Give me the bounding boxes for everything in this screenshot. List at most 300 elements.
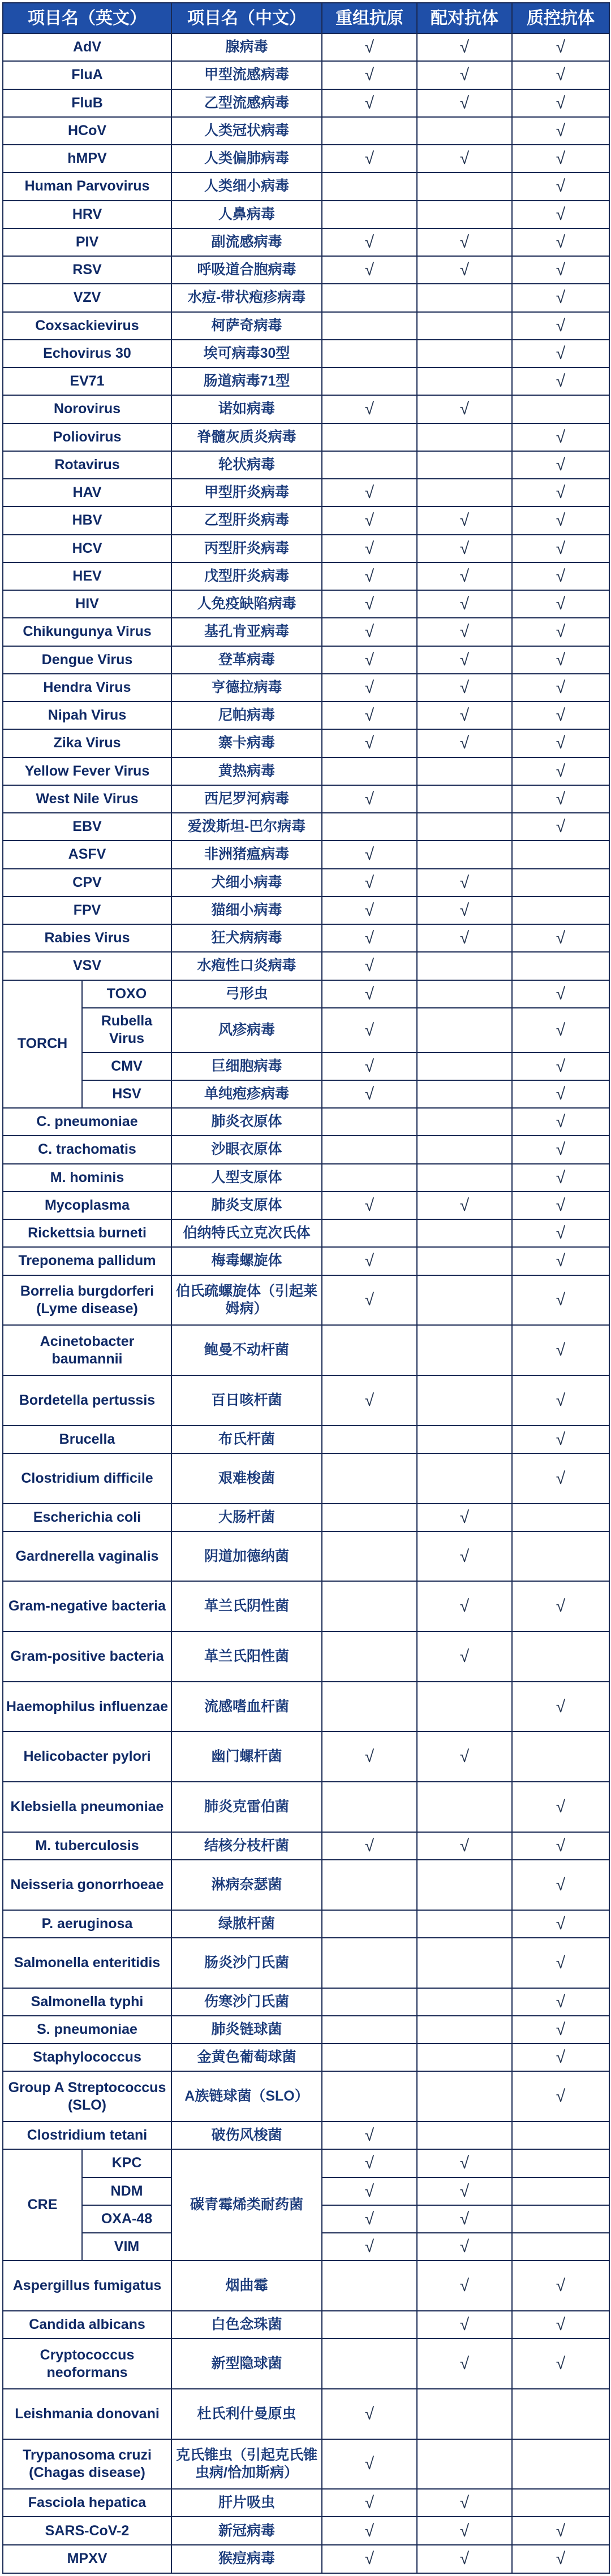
item-chinese-name: 肺炎支原体 bbox=[171, 1192, 322, 1219]
item-chinese-name: 人类细小病毒 bbox=[171, 172, 322, 200]
qc-antibody-cell: √ bbox=[512, 2261, 609, 2311]
table-row bbox=[3, 201, 609, 228]
table-row bbox=[3, 1008, 609, 1053]
qc-antibody-cell: √ bbox=[512, 1988, 609, 2016]
recombinant-antigen-cell: √ bbox=[322, 841, 417, 868]
paired-antibody-cell bbox=[417, 1008, 512, 1053]
recombinant-antigen-cell bbox=[322, 1325, 417, 1375]
item-english-name: Gram-negative bacteria bbox=[3, 1581, 171, 1631]
qc-antibody-cell: √ bbox=[512, 451, 609, 479]
qc-antibody-cell: √ bbox=[512, 117, 609, 145]
item-english-name: AdV bbox=[3, 33, 171, 61]
item-english-name: Borrelia burgdorferi (Lyme disease) bbox=[3, 1275, 171, 1326]
table-row bbox=[3, 924, 609, 952]
paired-antibody-cell bbox=[417, 1164, 512, 1192]
recombinant-antigen-cell bbox=[322, 1504, 417, 1531]
item-english-name: Group A Streptococcus (SLO) bbox=[3, 2071, 171, 2122]
paired-antibody-cell bbox=[417, 841, 512, 868]
qc-antibody-cell bbox=[512, 2489, 609, 2517]
qc-antibody-cell: √ bbox=[512, 646, 609, 674]
item-english-name: VZV bbox=[3, 284, 171, 311]
item-english-name: MPXV bbox=[3, 2545, 171, 2573]
table-row bbox=[3, 2489, 609, 2517]
item-chinese-name: 革兰氏阳性菌 bbox=[171, 1631, 322, 1682]
item-english-name: C. pneumoniae bbox=[3, 1108, 171, 1136]
qc-antibody-cell bbox=[512, 952, 609, 980]
recombinant-antigen-cell: √ bbox=[322, 506, 417, 534]
recombinant-antigen-cell: √ bbox=[322, 228, 417, 256]
paired-antibody-cell bbox=[417, 952, 512, 980]
qc-antibody-cell: √ bbox=[512, 702, 609, 729]
table-row bbox=[3, 479, 609, 506]
paired-antibody-cell bbox=[417, 1910, 512, 1938]
item-english-name: CMV bbox=[82, 1053, 171, 1080]
item-chinese-name: 绿脓杆菌 bbox=[171, 1910, 322, 1938]
item-english-name: RSV bbox=[3, 256, 171, 284]
item-english-name: Escherichia coli bbox=[3, 1504, 171, 1531]
header-recombinant-antigen: 重组抗原 bbox=[322, 3, 417, 33]
paired-antibody-cell bbox=[417, 757, 512, 785]
qc-antibody-cell: √ bbox=[512, 535, 609, 562]
item-chinese-name: 新冠病毒 bbox=[171, 2517, 322, 2544]
paired-antibody-cell: √ bbox=[417, 674, 512, 702]
item-english-name: Helicobacter pylori bbox=[3, 1731, 171, 1782]
item-english-name: Rickettsia burneti bbox=[3, 1219, 171, 1247]
item-chinese-name: 鲍曼不动杆菌 bbox=[171, 1325, 322, 1375]
recombinant-antigen-cell bbox=[322, 2044, 417, 2071]
recombinant-antigen-cell: √ bbox=[322, 952, 417, 980]
qc-antibody-cell: √ bbox=[512, 1426, 609, 1453]
qc-antibody-cell: √ bbox=[512, 1375, 609, 1426]
paired-antibody-cell: √ bbox=[417, 2545, 512, 2573]
item-english-name: Dengue Virus bbox=[3, 646, 171, 674]
item-english-name: Treponema pallidum bbox=[3, 1247, 171, 1275]
item-chinese-name: 人鼻病毒 bbox=[171, 201, 322, 228]
item-chinese-name: 流感嗜血杆菌 bbox=[171, 1682, 322, 1732]
paired-antibody-cell: √ bbox=[417, 897, 512, 924]
qc-antibody-cell bbox=[512, 2149, 609, 2177]
recombinant-antigen-cell bbox=[322, 2071, 417, 2122]
item-english-name: C. trachomatis bbox=[3, 1136, 171, 1163]
recombinant-antigen-cell bbox=[322, 1164, 417, 1192]
item-english-name: ASFV bbox=[3, 841, 171, 868]
item-english-name: Nipah Virus bbox=[3, 702, 171, 729]
qc-antibody-cell: √ bbox=[512, 1008, 609, 1053]
table-row bbox=[3, 172, 609, 200]
paired-antibody-cell bbox=[417, 1053, 512, 1080]
table-row bbox=[3, 423, 609, 451]
qc-antibody-cell: √ bbox=[512, 1275, 609, 1326]
paired-antibody-cell bbox=[417, 1136, 512, 1163]
table-row bbox=[3, 1053, 609, 1080]
recombinant-antigen-cell: √ bbox=[322, 1832, 417, 1860]
item-english-name: Echovirus 30 bbox=[3, 340, 171, 367]
item-chinese-name: 肠道病毒71型 bbox=[171, 367, 322, 395]
item-chinese-name: 风疹病毒 bbox=[171, 1008, 322, 1053]
paired-antibody-cell bbox=[417, 2439, 512, 2490]
qc-antibody-cell: √ bbox=[512, 1108, 609, 1136]
table-row bbox=[3, 1275, 609, 1326]
item-chinese-name: 甲型流感病毒 bbox=[171, 61, 322, 89]
item-chinese-name: 单纯疱疹病毒 bbox=[171, 1080, 322, 1108]
table-row bbox=[3, 284, 609, 311]
item-english-name: OXA-48 bbox=[82, 2205, 171, 2233]
table-row bbox=[3, 2339, 609, 2389]
qc-antibody-cell: √ bbox=[512, 228, 609, 256]
qc-antibody-cell bbox=[512, 2122, 609, 2149]
item-english-name: Klebsiella pneumoniae bbox=[3, 1782, 171, 1832]
recombinant-antigen-cell bbox=[322, 367, 417, 395]
qc-antibody-cell bbox=[512, 841, 609, 868]
item-english-name: Neisseria gonorrhoeae bbox=[3, 1860, 171, 1910]
table-row bbox=[3, 61, 609, 89]
item-chinese-name: 呼吸道合胞病毒 bbox=[171, 256, 322, 284]
table-row bbox=[3, 395, 609, 423]
header-qc-antibody: 质控抗体 bbox=[512, 3, 609, 33]
table-row bbox=[3, 1504, 609, 1531]
item-chinese-name: 人型支原体 bbox=[171, 1164, 322, 1192]
table-row bbox=[3, 33, 609, 61]
qc-antibody-cell: √ bbox=[512, 1782, 609, 1832]
paired-antibody-cell bbox=[417, 1375, 512, 1426]
item-chinese-name: 艰难梭菌 bbox=[171, 1453, 322, 1504]
header-row bbox=[3, 3, 609, 33]
item-english-name: Brucella bbox=[3, 1426, 171, 1453]
item-chinese-name: 腺病毒 bbox=[171, 33, 322, 61]
item-english-name: Salmonella typhi bbox=[3, 1988, 171, 2016]
recombinant-antigen-cell bbox=[322, 312, 417, 340]
paired-antibody-cell: √ bbox=[417, 924, 512, 952]
table-row bbox=[3, 312, 609, 340]
recombinant-antigen-cell bbox=[322, 813, 417, 841]
table-row bbox=[3, 2311, 609, 2339]
recombinant-antigen-cell: √ bbox=[322, 535, 417, 562]
item-english-name: Rubella Virus bbox=[82, 1008, 171, 1053]
table-row bbox=[3, 785, 609, 813]
qc-antibody-cell bbox=[512, 1731, 609, 1782]
recombinant-antigen-cell bbox=[322, 451, 417, 479]
table-row bbox=[3, 1108, 609, 1136]
header-chinese-name: 项目名（中文） bbox=[171, 3, 322, 33]
table-row bbox=[3, 2261, 609, 2311]
table-row bbox=[3, 1731, 609, 1782]
qc-antibody-cell: √ bbox=[512, 1832, 609, 1860]
qc-antibody-cell: √ bbox=[512, 145, 609, 172]
table-row bbox=[3, 1988, 609, 2016]
recombinant-antigen-cell bbox=[322, 1910, 417, 1938]
recombinant-antigen-cell: √ bbox=[322, 1275, 417, 1326]
paired-antibody-cell: √ bbox=[417, 256, 512, 284]
recombinant-antigen-cell bbox=[322, 340, 417, 367]
qc-antibody-cell bbox=[512, 897, 609, 924]
qc-antibody-cell: √ bbox=[512, 2071, 609, 2122]
item-chinese-name: 水疱性口炎病毒 bbox=[171, 952, 322, 980]
qc-antibody-cell: √ bbox=[512, 2016, 609, 2044]
paired-antibody-cell: √ bbox=[417, 2517, 512, 2544]
paired-antibody-cell bbox=[417, 479, 512, 506]
item-english-name: P. aeruginosa bbox=[3, 1910, 171, 1938]
item-chinese-name: 亨德拉病毒 bbox=[171, 674, 322, 702]
item-chinese-name: 诺如病毒 bbox=[171, 395, 322, 423]
item-english-name: KPC bbox=[82, 2149, 171, 2177]
paired-antibody-cell: √ bbox=[417, 1631, 512, 1682]
qc-antibody-cell bbox=[512, 869, 609, 897]
item-english-name: Gram-positive bacteria bbox=[3, 1631, 171, 1682]
item-english-name: Hendra Virus bbox=[3, 674, 171, 702]
table-row bbox=[3, 1192, 609, 1219]
recombinant-antigen-cell: √ bbox=[322, 674, 417, 702]
paired-antibody-cell bbox=[417, 1782, 512, 1832]
paired-antibody-cell: √ bbox=[417, 646, 512, 674]
qc-antibody-cell: √ bbox=[512, 1325, 609, 1375]
paired-antibody-cell: √ bbox=[417, 228, 512, 256]
recombinant-antigen-cell: √ bbox=[322, 1375, 417, 1426]
qc-antibody-cell: √ bbox=[512, 61, 609, 89]
paired-antibody-cell bbox=[417, 1108, 512, 1136]
item-chinese-name: 白色念珠菌 bbox=[171, 2311, 322, 2339]
item-english-name: Candida albicans bbox=[3, 2311, 171, 2339]
paired-antibody-cell: √ bbox=[417, 2177, 512, 2205]
paired-antibody-cell bbox=[417, 1860, 512, 1910]
table-row bbox=[3, 2389, 609, 2439]
paired-antibody-cell bbox=[417, 1453, 512, 1504]
recombinant-antigen-cell: √ bbox=[322, 1247, 417, 1275]
recombinant-antigen-cell: √ bbox=[322, 562, 417, 590]
item-english-name: Staphylococcus bbox=[3, 2044, 171, 2071]
table-row bbox=[3, 869, 609, 897]
paired-antibody-cell bbox=[417, 1247, 512, 1275]
table-row bbox=[3, 1860, 609, 1910]
paired-antibody-cell: √ bbox=[417, 1192, 512, 1219]
paired-antibody-cell bbox=[417, 1080, 512, 1108]
table-row bbox=[3, 89, 609, 117]
paired-antibody-cell: √ bbox=[417, 562, 512, 590]
item-chinese-name: 基孔肯亚病毒 bbox=[171, 618, 322, 646]
recombinant-antigen-cell: √ bbox=[322, 785, 417, 813]
table-row bbox=[3, 562, 609, 590]
paired-antibody-cell: √ bbox=[417, 89, 512, 117]
recombinant-antigen-cell: √ bbox=[322, 869, 417, 897]
qc-antibody-cell: √ bbox=[512, 674, 609, 702]
item-chinese-name: 乙型肝炎病毒 bbox=[171, 506, 322, 534]
paired-antibody-cell: √ bbox=[417, 702, 512, 729]
paired-antibody-cell bbox=[417, 201, 512, 228]
item-english-name: EBV bbox=[3, 813, 171, 841]
item-english-name: Yellow Fever Virus bbox=[3, 757, 171, 785]
paired-antibody-cell bbox=[417, 1275, 512, 1326]
recombinant-antigen-cell bbox=[322, 1988, 417, 2016]
table-row bbox=[3, 1832, 609, 1860]
table-row bbox=[3, 757, 609, 785]
recombinant-antigen-cell: √ bbox=[322, 1008, 417, 1053]
table-row bbox=[3, 1782, 609, 1832]
paired-antibody-cell bbox=[417, 1988, 512, 2016]
item-english-name: Salmonella enteritidis bbox=[3, 1938, 171, 1988]
table-row bbox=[3, 1219, 609, 1247]
paired-antibody-cell: √ bbox=[417, 729, 512, 757]
item-chinese-name: 金黄色葡萄球菌 bbox=[171, 2044, 322, 2071]
table-row bbox=[3, 145, 609, 172]
table-row bbox=[3, 340, 609, 367]
recombinant-antigen-cell: √ bbox=[322, 2545, 417, 2573]
qc-antibody-cell: √ bbox=[512, 1682, 609, 1732]
recombinant-antigen-cell: √ bbox=[322, 729, 417, 757]
item-chinese-name: 大肠杆菌 bbox=[171, 1504, 322, 1531]
item-chinese-name: 脊髓灰质炎病毒 bbox=[171, 423, 322, 451]
item-chinese-name: 埃可病毒30型 bbox=[171, 340, 322, 367]
item-english-name: M. tuberculosis bbox=[3, 1832, 171, 1860]
item-english-name: Fasciola hepatica bbox=[3, 2489, 171, 2517]
qc-antibody-cell: √ bbox=[512, 729, 609, 757]
item-english-name: HCV bbox=[3, 535, 171, 562]
recombinant-antigen-cell: √ bbox=[322, 2517, 417, 2544]
item-english-name: Zika Virus bbox=[3, 729, 171, 757]
item-chinese-name: 伯氏疏螺旋体（引起莱姆病） bbox=[171, 1275, 322, 1326]
item-english-name: Cryptococcus neoformans bbox=[3, 2339, 171, 2389]
item-english-name: SARS-CoV-2 bbox=[3, 2517, 171, 2544]
paired-antibody-cell: √ bbox=[417, 1581, 512, 1631]
qc-antibody-cell bbox=[512, 2177, 609, 2205]
paired-antibody-cell bbox=[417, 2122, 512, 2149]
recombinant-antigen-cell: √ bbox=[322, 2122, 417, 2149]
recombinant-antigen-cell bbox=[322, 1108, 417, 1136]
item-chinese-name: 破伤风梭菌 bbox=[171, 2122, 322, 2149]
paired-antibody-cell: √ bbox=[417, 1531, 512, 1582]
table-row bbox=[3, 1136, 609, 1163]
paired-antibody-cell bbox=[417, 1325, 512, 1375]
qc-antibody-cell: √ bbox=[512, 618, 609, 646]
item-chinese-name: 甲型肝炎病毒 bbox=[171, 479, 322, 506]
paired-antibody-cell: √ bbox=[417, 2149, 512, 2177]
item-english-name: Coxsackievirus bbox=[3, 312, 171, 340]
recombinant-antigen-cell bbox=[322, 757, 417, 785]
recombinant-antigen-cell: √ bbox=[322, 897, 417, 924]
qc-antibody-cell: √ bbox=[512, 172, 609, 200]
table-row bbox=[3, 702, 609, 729]
paired-antibody-cell bbox=[417, 2071, 512, 2122]
item-chinese-name: 布氏杆菌 bbox=[171, 1426, 322, 1453]
item-english-name: Aspergillus fumigatus bbox=[3, 2261, 171, 2311]
table-row bbox=[3, 506, 609, 534]
qc-antibody-cell: √ bbox=[512, 479, 609, 506]
qc-antibody-cell: √ bbox=[512, 785, 609, 813]
item-english-name: NDM bbox=[82, 2177, 171, 2205]
item-english-name: HBV bbox=[3, 506, 171, 534]
item-english-name: PIV bbox=[3, 228, 171, 256]
recombinant-antigen-cell: √ bbox=[322, 1731, 417, 1782]
qc-antibody-cell bbox=[512, 395, 609, 423]
qc-antibody-cell: √ bbox=[512, 1164, 609, 1192]
qc-antibody-cell: √ bbox=[512, 590, 609, 618]
qc-antibody-cell: √ bbox=[512, 506, 609, 534]
paired-antibody-cell bbox=[417, 2389, 512, 2439]
item-english-name: HCoV bbox=[3, 117, 171, 145]
table-row bbox=[3, 674, 609, 702]
table-row bbox=[3, 590, 609, 618]
item-chinese-name: 狂犬病病毒 bbox=[171, 924, 322, 952]
recombinant-antigen-cell: √ bbox=[322, 89, 417, 117]
table-row bbox=[3, 1682, 609, 1732]
table-row bbox=[3, 1325, 609, 1375]
paired-antibody-cell: √ bbox=[417, 1832, 512, 1860]
table-row bbox=[3, 535, 609, 562]
recombinant-antigen-cell: √ bbox=[322, 2177, 417, 2205]
item-chinese-name: 人类偏肺病毒 bbox=[171, 145, 322, 172]
qc-antibody-cell: √ bbox=[512, 813, 609, 841]
table-row bbox=[3, 2517, 609, 2544]
recombinant-antigen-cell bbox=[322, 1682, 417, 1732]
header-paired-antibody: 配对抗体 bbox=[417, 3, 512, 33]
item-chinese-name: 肺炎链球菌 bbox=[171, 2016, 322, 2044]
item-english-name: West Nile Virus bbox=[3, 785, 171, 813]
paired-antibody-cell bbox=[417, 284, 512, 311]
item-chinese-name: 轮状病毒 bbox=[171, 451, 322, 479]
recombinant-antigen-cell: √ bbox=[322, 395, 417, 423]
recombinant-antigen-cell: √ bbox=[322, 618, 417, 646]
item-english-name: Rotavirus bbox=[3, 451, 171, 479]
item-chinese-name: 阴道加德纳菌 bbox=[171, 1531, 322, 1582]
recombinant-antigen-cell: √ bbox=[322, 2439, 417, 2490]
table-row bbox=[3, 1080, 609, 1108]
paired-antibody-cell bbox=[417, 312, 512, 340]
qc-antibody-cell: √ bbox=[512, 2517, 609, 2544]
item-english-name: Chikungunya Virus bbox=[3, 618, 171, 646]
paired-antibody-cell bbox=[417, 813, 512, 841]
table-row bbox=[3, 256, 609, 284]
recombinant-antigen-cell: √ bbox=[322, 646, 417, 674]
recombinant-antigen-cell bbox=[322, 2339, 417, 2389]
group-label-torch: TORCH bbox=[3, 980, 82, 1109]
recombinant-antigen-cell: √ bbox=[322, 980, 417, 1008]
item-english-name: HIV bbox=[3, 590, 171, 618]
item-chinese-name: 杜氏利什曼原虫 bbox=[171, 2389, 322, 2439]
recombinant-antigen-cell bbox=[322, 1453, 417, 1504]
item-chinese-name: 乙型流感病毒 bbox=[171, 89, 322, 117]
table-row bbox=[3, 367, 609, 395]
item-chinese-name: 黄热病毒 bbox=[171, 757, 322, 785]
table-row bbox=[3, 1164, 609, 1192]
item-chinese-name: 革兰氏阴性菌 bbox=[171, 1581, 322, 1631]
recombinant-antigen-cell: √ bbox=[322, 2389, 417, 2439]
item-chinese-name: 弓形虫 bbox=[171, 980, 322, 1008]
table-row bbox=[3, 1531, 609, 1582]
paired-antibody-cell: √ bbox=[417, 869, 512, 897]
recombinant-antigen-cell bbox=[322, 201, 417, 228]
recombinant-antigen-cell: √ bbox=[322, 1080, 417, 1108]
recombinant-antigen-cell bbox=[322, 1219, 417, 1247]
qc-antibody-cell bbox=[512, 1504, 609, 1531]
item-english-name: M. hominis bbox=[3, 1164, 171, 1192]
qc-antibody-cell: √ bbox=[512, 312, 609, 340]
recombinant-antigen-cell: √ bbox=[322, 590, 417, 618]
item-english-name: FluB bbox=[3, 89, 171, 117]
paired-antibody-cell: √ bbox=[417, 2261, 512, 2311]
table-row bbox=[3, 2016, 609, 2044]
item-chinese-name: 伯纳特氏立克次氏体 bbox=[171, 1219, 322, 1247]
item-chinese-name: 副流感病毒 bbox=[171, 228, 322, 256]
recombinant-antigen-cell: √ bbox=[322, 2489, 417, 2517]
header-english-name: 项目名（英文） bbox=[3, 3, 171, 33]
item-english-name: HRV bbox=[3, 201, 171, 228]
paired-antibody-cell: √ bbox=[417, 2339, 512, 2389]
item-chinese-name: 寨卡病毒 bbox=[171, 729, 322, 757]
paired-antibody-cell: √ bbox=[417, 618, 512, 646]
table-row bbox=[3, 1375, 609, 1426]
recombinant-antigen-cell: √ bbox=[322, 1192, 417, 1219]
table-row bbox=[3, 1247, 609, 1275]
table-row bbox=[3, 1631, 609, 1682]
paired-antibody-cell bbox=[417, 172, 512, 200]
